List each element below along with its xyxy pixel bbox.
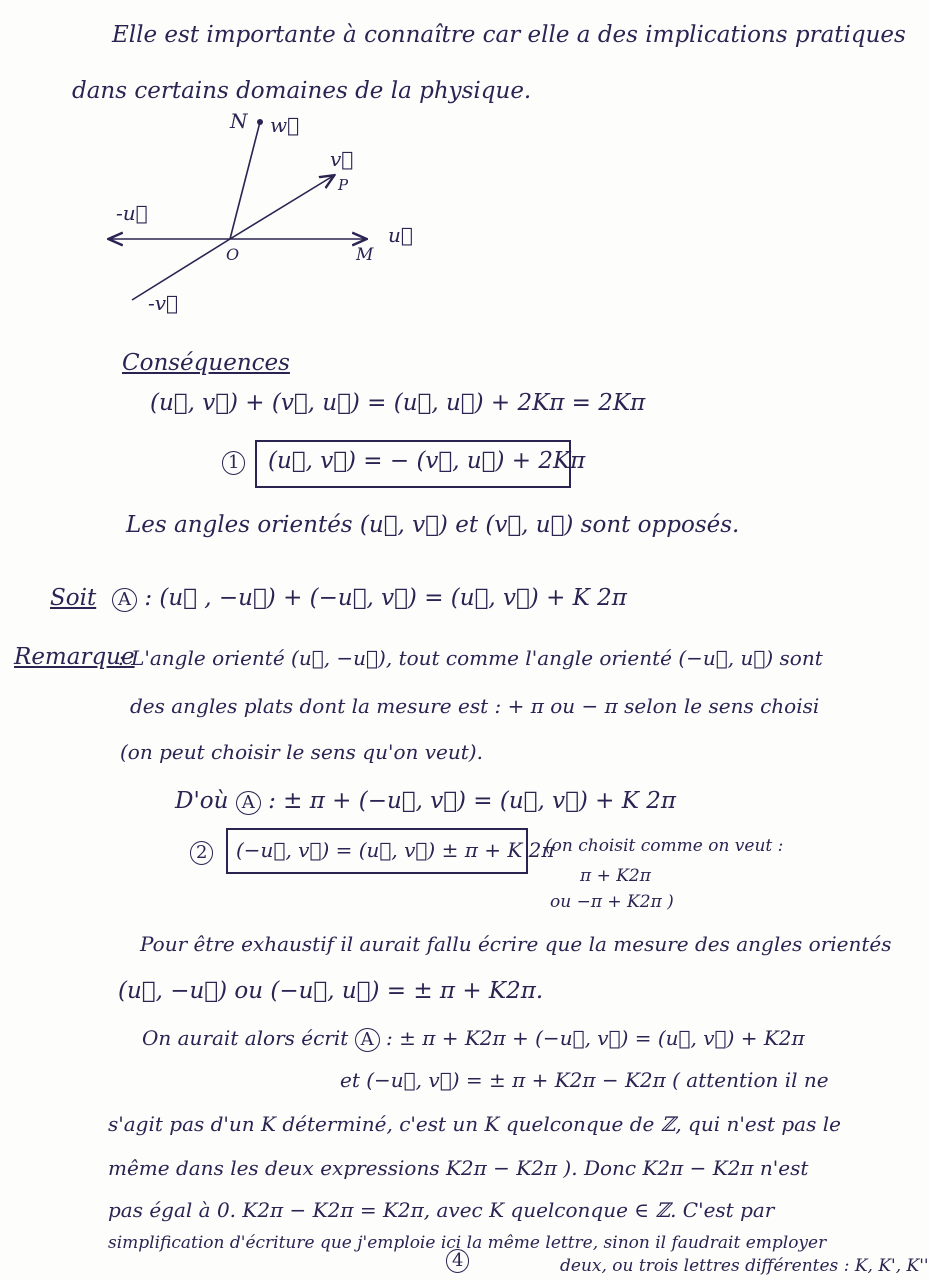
exhaustif-line-8: simplification d'écriture que j'emploie ici la même lettre, sinon il faudrait employer (108, 1233, 827, 1253)
segment-v (230, 176, 333, 239)
dou-eq: : ± π + (−u⃗, v⃗) = (u⃗, v⃗) + K 2π (268, 788, 676, 814)
label-M: M (356, 245, 374, 265)
exhaustif-line-1: Pour être exhaustif il aurait fallu écrire que la mesure des angles orientés (140, 932, 892, 956)
vector-diagram (90, 110, 420, 320)
label-minus-u: -u⃗ (116, 201, 148, 225)
consequences-eq1: (u⃗, v⃗) + (v⃗, u⃗) = (u⃗, u⃗) + 2Kπ = 2Kπ (150, 390, 646, 416)
intro-line-1: Elle est importante à connaître car elle a des implications pratiques (112, 22, 906, 48)
intro-line-2: dans certains domaines de la physique. (72, 78, 532, 104)
soit-line (112, 585, 627, 612)
consequences-sentence: Les angles orientés (u⃗, v⃗) et (v⃗, u⃗) sont opposés. (126, 512, 740, 538)
consequences-eq2: (u⃗, v⃗) = − (v⃗, u⃗) + 2Kπ (268, 448, 586, 474)
consequences-heading: Conséquences (122, 350, 290, 376)
label-P: P (338, 176, 349, 194)
note-line-1: (on choisit comme on veut : (545, 836, 784, 856)
label-v: v⃗ (330, 147, 354, 171)
exhaustif-line-3-prefix: On aurait alors écrit (142, 1026, 349, 1050)
page-number-circle: 4 (446, 1249, 469, 1273)
exhaustif-marker-A: A (355, 1028, 380, 1052)
exhaustif-line-7: pas égal à 0. K2π − K2π = K2π, avec K quelconque ∈ ℤ. C'est par (108, 1198, 775, 1222)
eq-marker-1: 1 (222, 451, 245, 475)
page-number (446, 1246, 469, 1273)
exhaustif-line-9: deux, ou trois lettres différentes : K, K', K'' (560, 1256, 929, 1276)
note-line-2: π + K2π (580, 866, 651, 886)
exhaustif-line-3 (142, 1026, 805, 1052)
soit-eq: : (u⃗ , −u⃗) + (−u⃗, v⃗) = (u⃗, v⃗) + K 2π (144, 585, 627, 611)
label-minus-v: -v⃗ (148, 291, 179, 315)
note-line-3: ou −π + K2π ) (550, 892, 674, 912)
label-O: O (226, 245, 240, 264)
label-u: u⃗ (388, 223, 413, 247)
remarque-line-3: (on peut choisir le sens qu'on veut). (120, 740, 483, 764)
label-N: N (230, 110, 248, 133)
consequences-eq2-line (222, 448, 245, 475)
exhaustif-line-2: (u⃗, −u⃗) ou (−u⃗, u⃗) = ± π + K2π. (118, 978, 544, 1004)
eq3: (−u⃗, v⃗) = (u⃗, v⃗) ± π + K 2π (236, 838, 555, 862)
dou-prefix: D'où (175, 788, 229, 814)
exhaustif-line-3-eq: : ± π + K2π + (−u⃗, v⃗) = (u⃗, v⃗) + K2π (386, 1026, 805, 1050)
exhaustif-line-6: même dans les deux expressions K2π − K2π ). Donc K2π − K2π n'est (108, 1156, 809, 1180)
dou-marker-A: A (236, 791, 261, 815)
remarque-label: Remarque (14, 644, 135, 670)
point-N (257, 119, 263, 125)
label-w: w⃗ (270, 113, 300, 137)
remarque-line-1: : L'angle orienté (u⃗, −u⃗), tout comme l'angle orienté (−u⃗, u⃗) sont (118, 646, 823, 670)
remarque-line-2: des angles plats dont la mesure est : + π ou − π selon le sens choisi (130, 694, 820, 718)
marker-A: A (112, 588, 137, 612)
exhaustif-line-5: s'agit pas d'un K déterminé, c'est un K quelconque de ℤ, qui n'est pas le (108, 1112, 841, 1136)
segment-minus-v (132, 239, 230, 300)
eq3-marker-line (190, 838, 213, 865)
segment-w (230, 122, 260, 239)
eq-marker-2: 2 (190, 841, 213, 865)
exhaustif-line-4: et (−u⃗, v⃗) = ± π + K2π − K2π ( attention il ne (340, 1068, 829, 1092)
soit-label: Soit (50, 585, 97, 611)
dou-line (175, 788, 676, 815)
